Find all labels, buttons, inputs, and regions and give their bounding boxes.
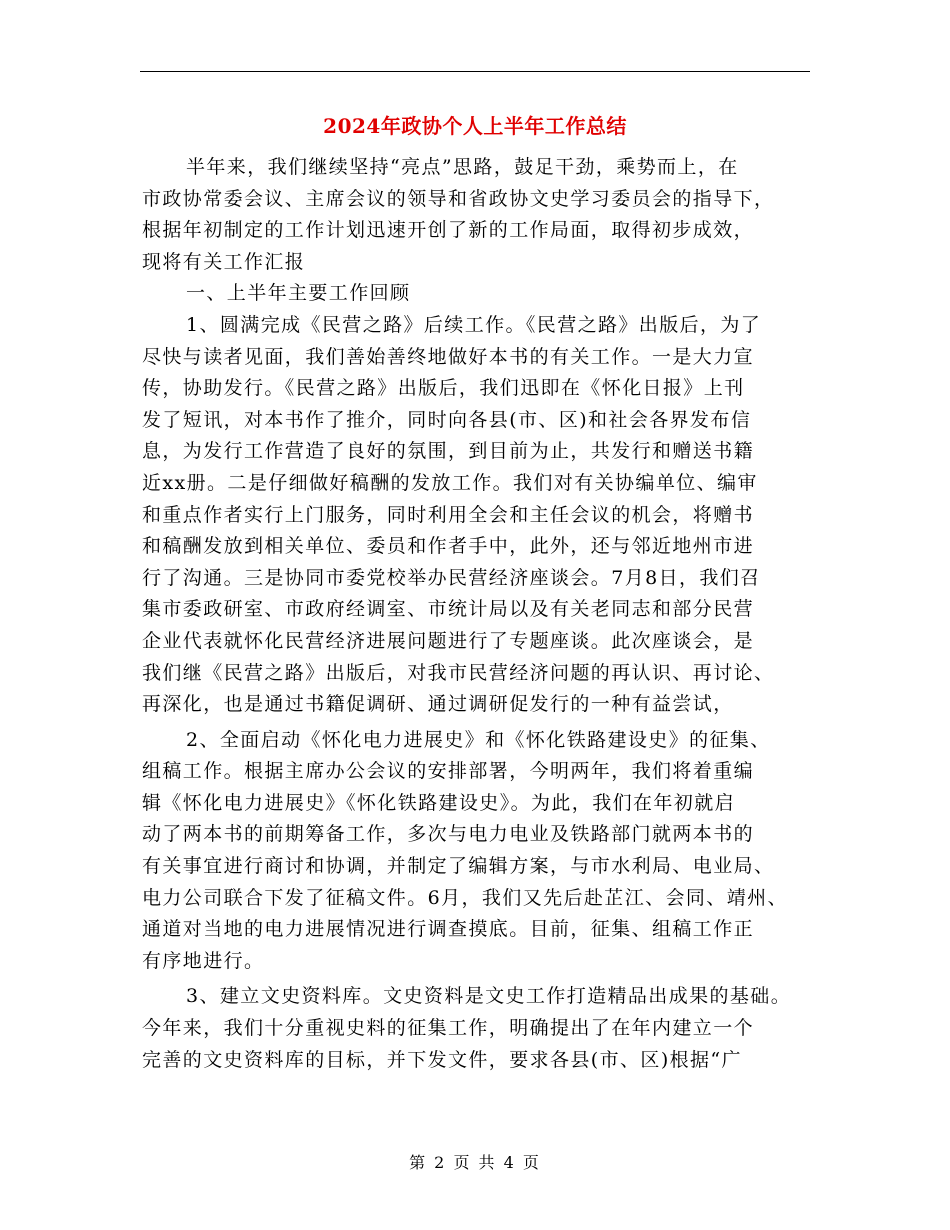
text-line: 和重点作者实行上门服务，同时利用全会和主任会议的机会，将赠书 xyxy=(142,503,755,526)
document-body xyxy=(142,152,810,1076)
text-line: 和稿酬发放到相关单位、委员和作者手中，此外，还与邻近地州市进 xyxy=(142,535,755,558)
header-rule xyxy=(140,71,810,72)
document-title: 2024年政协个人上半年工作总结 xyxy=(323,114,627,138)
text-line: 动了两本书的前期筹备工作，多次与电力电业及铁路部门就两本书的 xyxy=(142,823,755,846)
text-line: 我们继《民营之路》出版后，对我市民营经济问题的再认识、再讨论、 xyxy=(142,661,775,684)
text-line: 一、上半年主要工作回顾 xyxy=(186,282,411,305)
text-line: 根据年初制定的工作计划迅速开创了新的工作局面，取得初步成效， xyxy=(142,219,755,242)
text-line: 近xx册。二是仔细做好稿酬的发放工作。我们对有关协编单位、编审 xyxy=(142,471,758,494)
text-line: 3、建立文史资料库。文史资料是文史工作打造精品出成果的基础。 xyxy=(186,985,792,1008)
page-footer: 第 2 页 共 4 页 xyxy=(409,1153,541,1172)
text-line: 企业代表就怀化民营经济进展问题进行了专题座谈。此次座谈会，是 xyxy=(142,629,755,652)
text-line: 通道对当地的电力进展情况进行调查摸底。目前，征集、组稿工作正 xyxy=(142,918,755,941)
text-line: 传，协助发行。《民营之路》出版后，我们迅即在《怀化日报》上刊 xyxy=(142,377,745,400)
text-line: 2、全面启动《怀化电力进展史》和《怀化铁路建设史》的征集、 xyxy=(186,728,771,751)
text-line: 发了短讯，对本书作了推介，同时向各县(市、区)和社会各界发布信 xyxy=(142,408,752,431)
text-line: 有关事宜进行商讨和协调，并制定了编辑方案，与市水利局、电业局、 xyxy=(142,855,775,878)
text-line: 息，为发行工作营造了良好的氛围，到目前为止，共发行和赠送书籍 xyxy=(142,440,755,463)
text-line: 半年来，我们继续坚持“亮点”思路，鼓足干劲，乘势而上，在 xyxy=(186,156,739,178)
text-line: 再深化，也是通过书籍促调研、通过调研促发行的一种有益尝试， xyxy=(142,693,734,716)
text-line: 市政协常委会议、主席会议的领导和省政协文史学习委员会的指导下， xyxy=(142,187,775,210)
text-line: 今年来，我们十分重视史料的征集工作，明确提出了在年内建立一个 xyxy=(142,1017,755,1040)
text-line: 集市委政研室、市政府经调室、市统计局以及有关老同志和部分民营 xyxy=(142,598,755,621)
text-line: 行了沟通。三是协同市委党校举办民营经济座谈会。7月8日，我们召 xyxy=(142,566,761,589)
text-line: 1、圆满完成《民营之路》后续工作。《民营之路》出版后，为了 xyxy=(186,313,762,336)
text-line: 电力公司联合下发了征稿文件。6月，我们又先后赴芷江、会同、靖州、 xyxy=(142,886,788,909)
text-line: 有序地进行。 xyxy=(142,949,265,972)
text-line: 尽快与读者见面，我们善始善终地做好本书的有关工作。一是大力宣 xyxy=(142,345,755,368)
text-line: 现将有关工作汇报 xyxy=(142,250,306,273)
text-line: 组稿工作。根据主席办公会议的安排部署，今明两年，我们将着重编 xyxy=(142,760,755,783)
text-line: 完善的文史资料库的目标，并下发文件，要求各县(市、区)根据“广 xyxy=(142,1048,742,1071)
text-line: 辑《怀化电力进展史》《怀化铁路建设史》。为此，我们在年初就启 xyxy=(142,791,736,814)
